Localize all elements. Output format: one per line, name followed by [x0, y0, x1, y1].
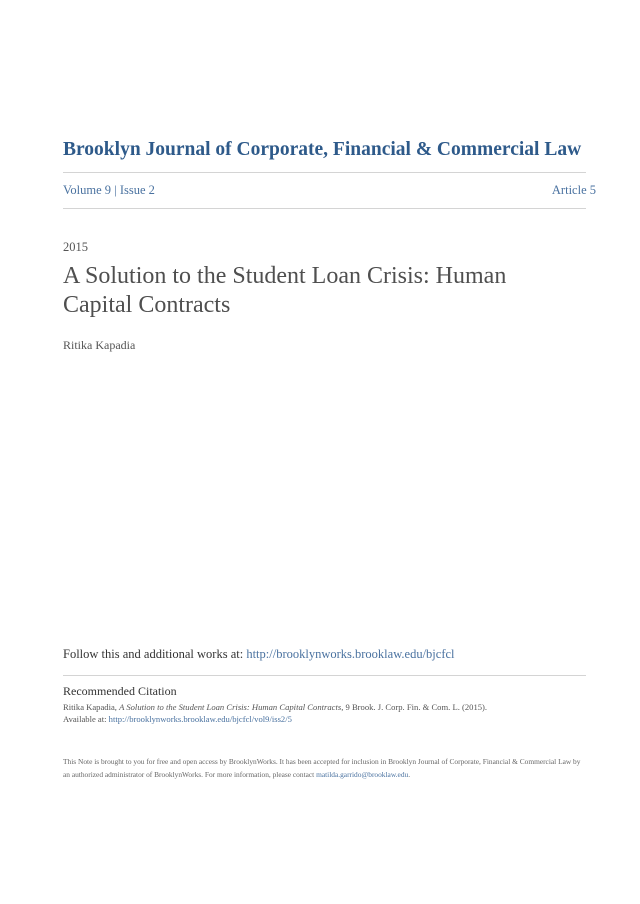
divider	[63, 172, 586, 173]
author-name: Ritika Kapadia	[63, 338, 136, 352]
citation-heading: Recommended Citation	[63, 684, 177, 698]
volume-link[interactable]: Volume 9	[63, 183, 112, 197]
notice-end: .	[408, 769, 411, 779]
journal-title: Brooklyn Journal of Corporate, Financial & Commercial Law	[63, 139, 582, 160]
contact-email-link[interactable]: matilda.garrido@brooklaw.edu	[316, 769, 409, 779]
issue-link[interactable]: Issue 2	[119, 183, 155, 197]
paper-title: A Solution to the Student Loan Crisis: Human Capital Contracts	[63, 263, 507, 318]
follow-text: Follow this and additional works at:	[63, 647, 247, 661]
citation-text	[63, 701, 583, 725]
issue-info	[63, 183, 155, 198]
divider	[63, 675, 586, 676]
article-link[interactable]: Article 5	[551, 183, 596, 197]
follow-line	[63, 647, 455, 662]
publication-year: 2015	[63, 240, 88, 254]
citation-author: Ritika Kapadia,	[63, 702, 120, 712]
available-label: Available at:	[63, 714, 109, 724]
citation-source: , 9 Brook. J. Corp. Fin. & Com. L. (2015).	[341, 702, 488, 712]
divider	[63, 208, 586, 209]
citation-title: A Solution to the Student Loan Crisis: Human Capital Contracts	[119, 702, 342, 712]
separator: |	[114, 183, 117, 197]
repository-link[interactable]: http://brooklynworks.brooklaw.edu/bjcfcl	[246, 647, 455, 661]
access-notice	[63, 756, 583, 781]
citation-link[interactable]: http://brooklynworks.brooklaw.edu/bjcfcl/vol9/iss2/5	[108, 714, 292, 724]
notice-text: This Note is brought to you for free and open access by BrooklynWorks. It has been accepted for inclusion in Brooklyn Journal of Corporate, Financial & Commercial Law by an authorized administrator of BrooklynWorks. For more information, please contact	[63, 757, 581, 779]
